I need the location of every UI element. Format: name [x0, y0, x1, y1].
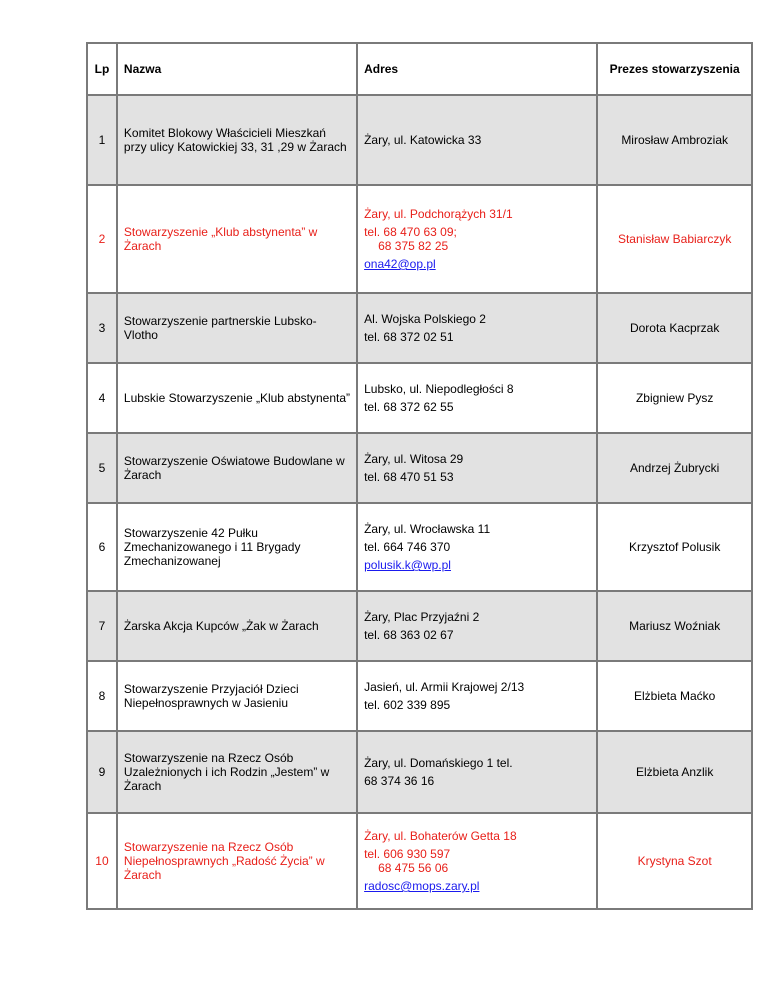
cell-nazwa: Stowarzyszenie Przyjaciół Dzieci Niepełnosprawnych w Jasieniu [117, 661, 357, 731]
table-row [87, 293, 752, 363]
cell-adres [357, 591, 597, 661]
phone-line: tel. 68 470 63 09; [364, 225, 457, 239]
phone-line: tel. 664 746 370 [364, 540, 451, 554]
address-line: Lubsko, ul. Niepodległości 8 [364, 382, 514, 396]
email-link[interactable]: ona42@op.pl [364, 257, 436, 271]
phone-block [364, 698, 590, 712]
cell-lp: 4 [87, 363, 117, 433]
cell-prezes: Elżbieta Anzlik [597, 731, 752, 813]
cell-adres [357, 293, 597, 363]
cell-lp: 7 [87, 591, 117, 661]
phone-line: 68 375 82 25 [378, 239, 449, 253]
cell-nazwa: Stowarzyszenie 42 Pułku Zmechanizowanego i 11 Brygady Zmechanizowanej [117, 503, 357, 591]
associations-table [86, 42, 753, 910]
cell-prezes: Dorota Kacprzak [597, 293, 752, 363]
cell-prezes: Krystyna Szot [597, 813, 752, 909]
cell-nazwa: Żarska Akcja Kupców „Żak w Żarach [117, 591, 357, 661]
table-row [87, 731, 752, 813]
header-row [87, 43, 752, 95]
phone-block [364, 628, 590, 642]
cell-nazwa: Lubskie Stowarzyszenie „Klub abstynenta” [117, 363, 357, 433]
phone-block [364, 330, 590, 344]
header-nazwa: Nazwa [117, 43, 357, 95]
phone-line: tel. 602 339 895 [364, 698, 451, 712]
cell-lp: 8 [87, 661, 117, 731]
table-row [87, 433, 752, 503]
table-row [87, 185, 752, 293]
phone-block [364, 847, 590, 875]
cell-adres [357, 433, 597, 503]
address-line: Al. Wojska Polskiego 2 [364, 312, 486, 326]
header-lp: Lp [87, 43, 117, 95]
phone-line: tel. 606 930 597 [364, 847, 451, 861]
email-link[interactable]: radosc@mops.zary.pl [364, 879, 480, 893]
table-body [87, 95, 752, 909]
cell-nazwa: Stowarzyszenie na Rzecz Osób Uzależnionych i ich Rodzin „Jestem” w Żarach [117, 731, 357, 813]
cell-lp: 6 [87, 503, 117, 591]
cell-prezes: Mariusz Woźniak [597, 591, 752, 661]
table-row [87, 503, 752, 591]
phone-block [364, 470, 590, 484]
cell-adres [357, 185, 597, 293]
table-row [87, 95, 752, 185]
cell-lp: 1 [87, 95, 117, 185]
address-line: Żary, ul. Bohaterów Getta 18 [364, 829, 517, 843]
cell-adres [357, 363, 597, 433]
phone-line: tel. 68 470 51 53 [364, 470, 454, 484]
header-adres: Adres [357, 43, 597, 95]
phone-line: 68 374 36 16 [364, 774, 435, 788]
cell-nazwa: Komitet Blokowy Właścicieli Mieszkań przy ulicy Katowickiej 33, 31 ,29 w Żarach [117, 95, 357, 185]
cell-nazwa: Stowarzyszenie partnerskie Lubsko-Vlotho [117, 293, 357, 363]
address-line: Żary, Plac Przyjaźni 2 [364, 610, 480, 624]
cell-adres [357, 503, 597, 591]
cell-adres [357, 661, 597, 731]
cell-nazwa: Stowarzyszenie Oświatowe Budowlane w Żarach [117, 433, 357, 503]
cell-lp: 3 [87, 293, 117, 363]
cell-prezes: Andrzej Żubrycki [597, 433, 752, 503]
phone-block [364, 400, 590, 414]
cell-adres [357, 95, 597, 185]
header-prezes: Prezes stowarzyszenia [597, 43, 752, 95]
cell-nazwa: Stowarzyszenie na Rzecz Osób Niepełnosprawnych „Radość Życia” w Żarach [117, 813, 357, 909]
table-row [87, 661, 752, 731]
cell-lp: 2 [87, 185, 117, 293]
address-line: Żary, ul. Witosa 29 [364, 452, 464, 466]
cell-adres [357, 731, 597, 813]
address-line: Żary, ul. Wrocławska 11 [364, 522, 491, 536]
phone-block [364, 540, 590, 554]
cell-prezes: Krzysztof Polusik [597, 503, 752, 591]
table-row [87, 591, 752, 661]
cell-lp: 5 [87, 433, 117, 503]
address-line: Jasień, ul. Armii Krajowej 2/13 [364, 680, 525, 694]
email-link[interactable]: polusik.k@wp.pl [364, 558, 451, 572]
cell-prezes: Stanisław Babiarczyk [597, 185, 752, 293]
cell-prezes: Zbigniew Pysz [597, 363, 752, 433]
phone-line: tel. 68 372 02 51 [364, 330, 454, 344]
phone-block [364, 225, 590, 253]
phone-block [364, 774, 590, 788]
cell-prezes: Mirosław Ambroziak [597, 95, 752, 185]
cell-nazwa: Stowarzyszenie „Klub abstynenta” w Żarach [117, 185, 357, 293]
cell-adres [357, 813, 597, 909]
cell-lp: 9 [87, 731, 117, 813]
address-line: Żary, ul. Domańskiego 1 tel. [364, 756, 513, 770]
cell-prezes: Elżbieta Maćko [597, 661, 752, 731]
address-line: Żary, ul. Podchorążych 31/1 [364, 207, 513, 221]
table-row [87, 363, 752, 433]
table-row [87, 813, 752, 909]
phone-line: tel. 68 363 02 67 [364, 628, 454, 642]
phone-line: tel. 68 372 62 55 [364, 400, 454, 414]
address-line: Żary, ul. Katowicka 33 [364, 133, 482, 147]
cell-lp: 10 [87, 813, 117, 909]
phone-line: 68 475 56 06 [378, 861, 449, 875]
